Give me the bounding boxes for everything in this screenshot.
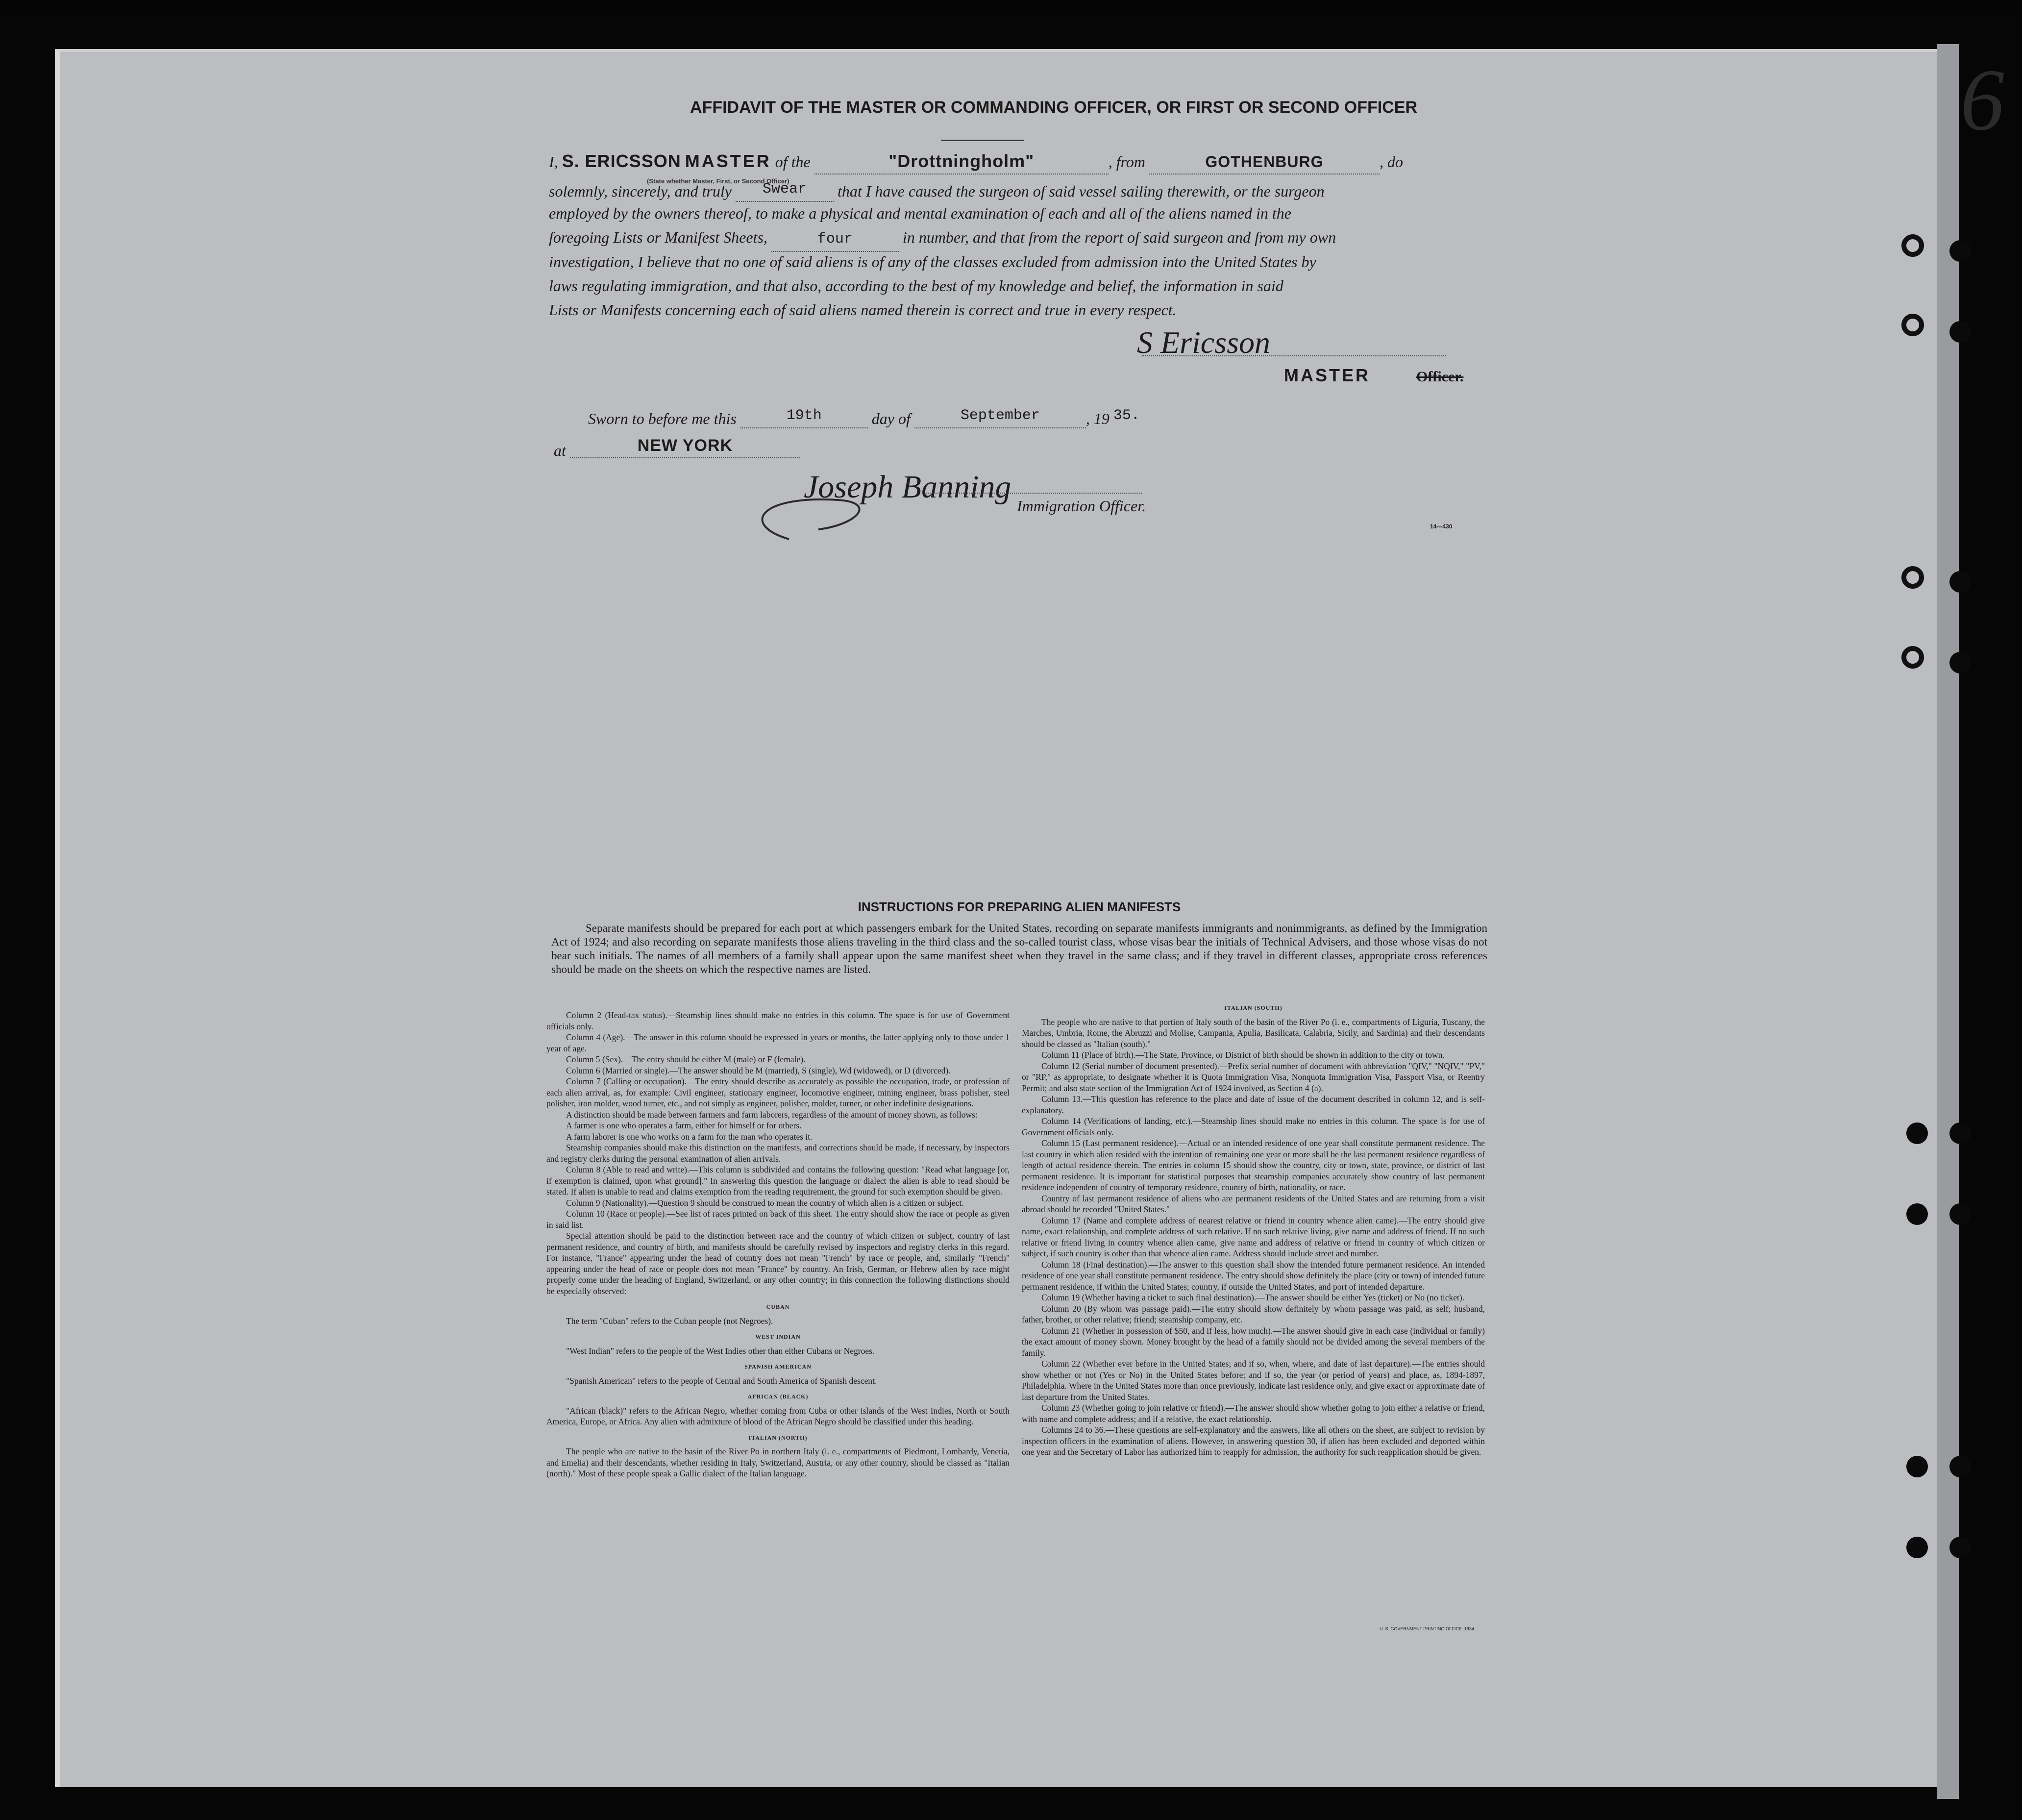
printer-note: U. S. GOVERNMENT PRINTING OFFICE: 1934 [1380,1626,1474,1631]
do-label: , do [1379,153,1403,171]
west-indian-heading: WEST INDIAN [755,1333,801,1340]
from-label: , from [1108,153,1145,171]
rank-hint: (State whether Master, First, or Second Officer) [647,177,789,185]
signer-title: MASTER [1284,365,1370,385]
sworn-month: September [960,407,1040,424]
punch-hole [1901,314,1924,336]
italian-north-text: The people who are native to the basin of the River Po in northern Italy (i. e., compartments of Piedmont, Lombardy, Venetia, and Emelia) and their descendants, whether residing in Italy, Switzerland, Austria, or any other country, should be classed as "Italian (north)." Most of these people speak a Gallic dialect of the Italian language. [546,1446,1010,1478]
instruction-paragraph: Column 17 (Name and complete address of nearest relative or friend in country whence alien came).—The entry should give name, exact relationship, and complete address of such relative. If no such relative living, give name and address of friend. If no such relative or friend living in country whence alien came, give name and address of relative or friend in country of which citizen or subject, if such country is other than that whence alien came. Address should include street and number. [1022,1215,1485,1258]
instruction-paragraph: A distinction should be made between farmers and farm laborers, regardless of the amount of money shown, as follows: [566,1109,978,1120]
affidavit-line-2 [549,175,1578,203]
instruction-paragraph: Column 12 (Serial number of document presented).—Prefix serial number of document with abbreviation "QIV," "NQIV," "PV," or "RP," as appropriate, to designate whether it is Quota Immigration Visa, Nonquota Immigration Visa, Passport Visa, or Reentry Permit; and also state section of the Immigration Act of 1924 involved, as Section 4 (a). [1022,1061,1485,1093]
signature-line [1142,355,1446,356]
master-signature-text: S Ericsson [1137,325,1270,360]
west-indian-text: "West Indian" refers to the people of the West Indies other than either Cubans or Negroes. [566,1346,875,1356]
punch-hole [1949,571,1971,593]
oath-word: Swear [762,181,807,198]
sworn-day: 19th [786,407,822,424]
sworn-prefix: Sworn to before me this [588,410,737,427]
sheets-suffix: in number, and that from the report of said surgeon and from my own [902,228,1336,246]
affidavit-line-6: laws regulating immigration, and that also, according to the best of my knowledge and belief, the information in said [549,277,1283,295]
instruction-paragraph: Column 4 (Age).—The answer in this column should be expressed in years or months, the latter applying only to those under 1 year of age. [546,1032,1010,1053]
punch-hole [1949,321,1971,343]
punch-hole [1949,1122,1971,1144]
instruction-paragraph: Steamship companies should make this distinction on the manifests, and corrections should be made, if necessary, by inspectors and registry clerks during the personal examination of alien arrivals. [546,1143,1010,1164]
affidavit-prefix: I, [549,153,558,171]
instruction-paragraph: Column 6 (Married or single).—The answer should be M (married), S (single), Wd (widowed), or D (divorced). [566,1065,951,1075]
scan-border [0,0,2022,18]
oath-prefix: solemnly, sincerely, and truly [549,182,732,200]
instruction-paragraph: Column 13.—This question has reference to the place and date of issue of the document described in column 12, and is self-explanatory. [1022,1094,1485,1115]
of-the-label: of the [775,153,811,171]
affidavit-line-4 [549,225,1578,252]
instruction-paragraph: Column 23 (Whether going to join relative or friend).—The answer should show whether going to join either a relative or friend, with name and complete address; and if a relative, the exact relationship. [1022,1403,1485,1424]
sworn-line [588,402,1617,430]
instruction-paragraph: Column 15 (Last permanent residence).—Actual or an intended residence of one year shall constitute permanent residence. The last country in which alien resided with the intention of remaining one year or more shall be the last permanent residence regardless of length of actual residence therein. The entries in column 15 should show the country, city or town, state, province, or district of last permanent residence. It is important for statistical purposes that steamship companies accurately show country of last permanent residence independent of country of temporary residence, country of birth, nationality, or race. [1022,1138,1485,1192]
form-number: 14—430 [1430,523,1453,530]
italian-north-heading: ITALIAN (NORTH) [748,1434,808,1441]
instruction-paragraph: Column 11 (Place of birth).—The State, Province, or District of birth should be shown in addition to the city or town. [1041,1050,1445,1060]
oath-suffix: that I have caused the surgeon of said vessel sailing therewith, or the surgeon [837,182,1325,200]
spanish-american-text: "Spanish American" refers to the people of Central and South America of Spanish descent. [566,1375,877,1386]
officer-signature-line [926,493,1142,494]
ship-name: "Drottningholm" [888,151,1035,171]
officer-struck: Officer. [1416,369,1464,385]
officer-signature-text: Joseph Banning [804,469,1011,505]
instruction-paragraph: Column 7 (Calling or occupation).—The entry should describe as accurately as possible the occupation, trade, or profession of each alien arrival, as, for example: Civil engineer, stationary engineer, locomotive engineer, mining engineer, brass polisher, steel polisher, iron molder, wood turner, etc., and not simply as engineer, polisher, molder, turner, or other indefinite designations. [546,1076,1010,1108]
cuban-text: The term "Cuban" refers to the Cuban people (not Negroes). [566,1316,773,1326]
punch-hole [1906,1203,1928,1225]
african-text: "African (black)" refers to the African Negro, whether coming from Cuba or other islands of the West Indies, North or South America, Europe, or Africa. Any alien with admixture of blood of the African Negro should be classified under this heading. [546,1405,1010,1426]
instruction-paragraph: Column 18 (Final destination).—The answer to this question shall show the intended future permanent residence. An intended residence of one year shall constitute permanent residence. The entry should show definitely the place (city or town) of intended future permanent residence, if within the United States; country, if outside the United States, and port of intended departure. [1022,1259,1485,1292]
at-label: at [554,442,566,459]
title-rule [941,140,1024,141]
instruction-paragraph: A farmer is one who operates a farm, either for himself or for others. [566,1121,802,1130]
italian-south-heading: ITALIAN (SOUTH) [1224,1004,1282,1011]
affidavit-line-3: employed by the owners thereof, to make a physical and mental examination of each and all of the aliens named in the [549,204,1291,222]
day-of-label: day of [871,410,911,427]
affidavit-line-1 [549,150,1578,175]
punch-hole [1901,566,1924,589]
affidavit-line-5: investigation, I believe that no one of said aliens is of any of the classes excluded from admission into the United States by [549,253,1316,271]
instruction-paragraph: Column 2 (Head-tax status).—Steamship lines should make no entries in this column. The space is for use of Government officials only. [546,1010,1010,1031]
sheet-count: four [817,231,853,248]
punch-hole [1949,652,1971,673]
punch-hole [1949,1203,1971,1225]
master-name: S. ERICSSON [562,151,681,171]
instruction-paragraph: Column 9 (Nationality).—Question 9 should be construed to mean the country of which alien is a citizen or subject. [566,1197,964,1208]
year-prefix: , 19 [1085,410,1110,427]
instructions-left-column [546,1010,1010,1479]
page-number: 6 [1960,51,2004,149]
instruction-paragraph: Column 8 (Able to read and write).—This column is subdivided and contains the following question: "Read what language [or, if exemption is claimed, upon what ground]." In answering this question the language or dialect the alien is able to read should be stated. If alien is unable to read and claims exemption from the reading requirement, the ground for such exemption should be given. [546,1165,1010,1197]
instructions-intro: Separate manifests should be prepared for each port at which passengers embark for the United States, recording on separate manifests immigrants and nonimmigrants, as defined by the Immigration Act of 1924; and also recording on separate manifests those aliens traveling in the third class and the so-called tourist class, whose visas bear the initials of Technical Advisers, and those whose visas do not bear such initials. The names of all members of a family shall appear upon the same manifest sheet when they travel in the same class; and if they travel in different classes, appropriate cross references should be made on the sheets on which the respective names are listed. [551,922,1487,975]
instruction-paragraph: A farm laborer is one who works on a farm for the man who operates it. [566,1131,813,1142]
rank: MASTER [685,151,771,171]
instructions-title: INSTRUCTIONS FOR PREPARING ALIEN MANIFESTS [858,899,1181,914]
sworn-place-line [554,434,1583,462]
cuban-heading: CUBAN [766,1303,790,1310]
sworn-year: 35. [1113,407,1140,424]
officer-label: Immigration Officer. [1017,497,1146,515]
punch-hole [1949,1456,1971,1477]
departure-port: GOTHENBURG [1205,153,1324,171]
spanish-american-heading: SPANISH AMERICAN [744,1363,812,1370]
instruction-paragraph: Column 19 (Whether having a ticket to such final destination).—The answer should be either Yes (ticket) or No (no ticket). [1041,1293,1465,1302]
binding-edge [1937,44,1959,1799]
sworn-place: NEW YORK [637,436,733,455]
affidavit-title: AFFIDAVIT OF THE MASTER OR COMMANDING OFFICER, OR FIRST OR SECOND OFFICER [690,98,1417,117]
instruction-paragraph: Column 21 (Whether in possession of $50, and if less, how much).—The answer should give in each case (individual or family) the exact amount of money shown. Money brought by the head of a family should not be divided among the several members of the family. [1022,1325,1485,1358]
punch-hole [1949,1537,1971,1558]
punch-hole [1906,1537,1928,1558]
punch-hole [1949,240,1971,262]
instruction-paragraph: Column 14 (Verifications of landing, etc.).—Steamship lines should make no entries in this column. The space is for use of Government officials only. [1022,1116,1485,1137]
instruction-paragraph: Column 5 (Sex).—The entry should be either M (male) or F (female). [566,1054,806,1064]
instruction-paragraph: Column 22 (Whether ever before in the United States; and if so, when, where, and date of last departure).—The entries should show whether or not (Yes or No) in the United States before; and if so, the year (or period of years) and place, as, 1894-1897, Philadelphia. Where in the United States more than once previously, indicate last residence only, and give exact or approximate date of last departure from the United States. [1022,1359,1485,1402]
african-heading: AFRICAN (BLACK) [747,1393,809,1400]
sheets-prefix: foregoing Lists or Manifest Sheets, [549,228,767,246]
punch-hole [1906,1456,1928,1477]
instruction-paragraph: Column 20 (By whom was passage paid).—The entry should show definitely by whom passage was paid, as self; husband, father, brother, or other relative; friend; steamship company, etc. [1022,1303,1485,1324]
punch-hole [1906,1122,1928,1144]
affidavit-line-7: Lists or Manifests concerning each of said aliens named therein is correct and true in every respect. [549,301,1177,319]
punch-hole [1901,234,1924,257]
instruction-paragraph: Column 10 (Race or people).—See list of races printed on back of this sheet. The entry should show the race or people as given in said list. [546,1209,1010,1230]
instruction-paragraph: The people who are native to that portion of Italy south of the basin of the River Po (i. e., compartments of Liguria, Tuscany, the Marches, Umbria, Rome, the Abruzzi and Molise, Campania, Apulia, Basilicata, Calabria, Sicily, and Sardinia) and their descendants should be classed as "Italian (south)." [1022,1017,1485,1049]
master-signature [1132,319,1397,365]
instructions-right-column [1022,1002,1485,1458]
punch-hole [1901,646,1924,669]
instruction-paragraph: Country of last permanent residence of aliens who are permanent residents of the United States and are returning from a visit abroad should be recorded "United States." [1022,1193,1485,1214]
instruction-paragraph: Special attention should be paid to the distinction between race and the country of which citizen or subject, country of last permanent residence, and country of birth, and manifests should be carefully revised by inspectors and registry clerks in this regard. For instance, "France" appearing under the head of country does not mean "French" by race or people, and, similarly "French" appearing under the head of race or people does not mean "France" by country. An Irish, German, or Hebrew alien by race might properly come under the heading of England, Switzerland, or any other country; in this connection the following distinctions should be especially observed: [546,1231,1010,1296]
instruction-paragraph: Columns 24 to 36.—These questions are self-explanatory and the answers, like all others on the sheet, are subject to revision by inspection officers in the examination of aliens. However, in answering question 30, if alien has been excluded and deported within one year and the Secretary of Labor has authorized him to reapply for admission, the authority for such reapplication should be given. [1022,1425,1485,1457]
